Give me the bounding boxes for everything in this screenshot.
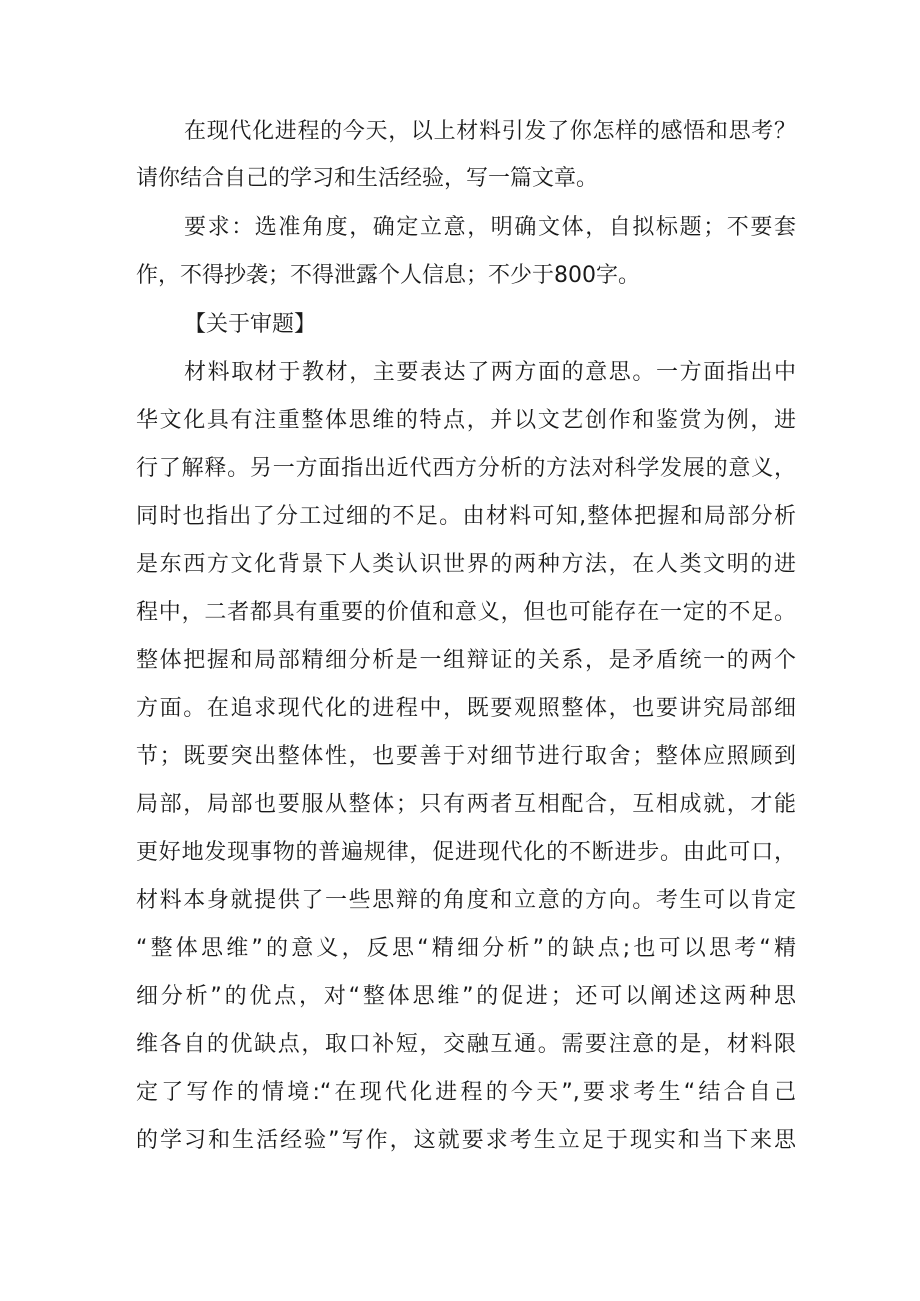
body-line: 程中，二者都具有重要的价值和意义，但也可能存在一定的不足。 bbox=[136, 600, 796, 625]
paragraph-1-line-1: 在现代化进程的今天，以上材料引发了你怎样的感悟和思考？ bbox=[184, 119, 796, 144]
section-heading: 【关于审题】 bbox=[184, 312, 317, 337]
body-line: 的学习和生活经验”写作，这就要求考生立足于现实和当下来思 bbox=[136, 1128, 796, 1153]
body-line: 行了解释。另一方面指出近代西方分析的方法对科学发展的意义， bbox=[136, 456, 796, 481]
body-line: 整体把握和局部精细分析是一组辩证的关系，是矛盾统一的两个 bbox=[136, 648, 796, 673]
body-line: 方面。在追求现代化的进程中，既要观照整体，也要讲究局部细 bbox=[136, 696, 796, 721]
body-line: 华文化具有注重整体思维的特点，并以文艺创作和鉴赏为例，进 bbox=[136, 408, 796, 433]
body-line: 是东西方文化背景下人类认识世界的两种方法，在人类文明的进 bbox=[136, 552, 796, 577]
body-line: 局部，局部也要服从整体；只有两者互相配合，互相成就，才能 bbox=[136, 792, 796, 817]
body-line: 同时也指出了分工过细的不足。由材料可知,整体把握和局部分析 bbox=[136, 504, 796, 529]
body-line: 材料取材于教材，主要表达了两方面的意思。一方面指出中 bbox=[184, 360, 796, 385]
body-line: 定了写作的情境:“在现代化进程的今天”,要求考生“结合自己 bbox=[136, 1080, 796, 1105]
paragraph-2-line-2: 作，不得抄袭；不得泄露个人信息；不少于800字。 bbox=[136, 263, 640, 288]
body-line: “整体思维”的意义，反思“精细分析”的缺点;也可以思考“精 bbox=[136, 936, 796, 961]
paragraph-1-line-2: 请你结合自己的学习和生活经验，写一篇文章。 bbox=[136, 166, 599, 191]
body-line: 细分析”的优点，对“整体思维”的促进；还可以阐述这两种思 bbox=[136, 984, 796, 1009]
body-line: 更好地发现事物的普遍规律，促进现代化的不断进步。由此可口， bbox=[136, 840, 796, 865]
paragraph-2-line-1: 要求：选准角度，确定立意，明确文体，自拟标题；不要套 bbox=[184, 215, 796, 240]
body-line: 维各自的优缺点，取口补短，交融互通。需要注意的是，材料限 bbox=[136, 1032, 796, 1057]
body-line: 材料本身就提供了一些思辩的角度和立意的方向。考生可以肯定 bbox=[136, 888, 796, 913]
body-line: 节；既要突出整体性，也要善于对细节进行取舍；整体应照顾到 bbox=[136, 744, 796, 769]
